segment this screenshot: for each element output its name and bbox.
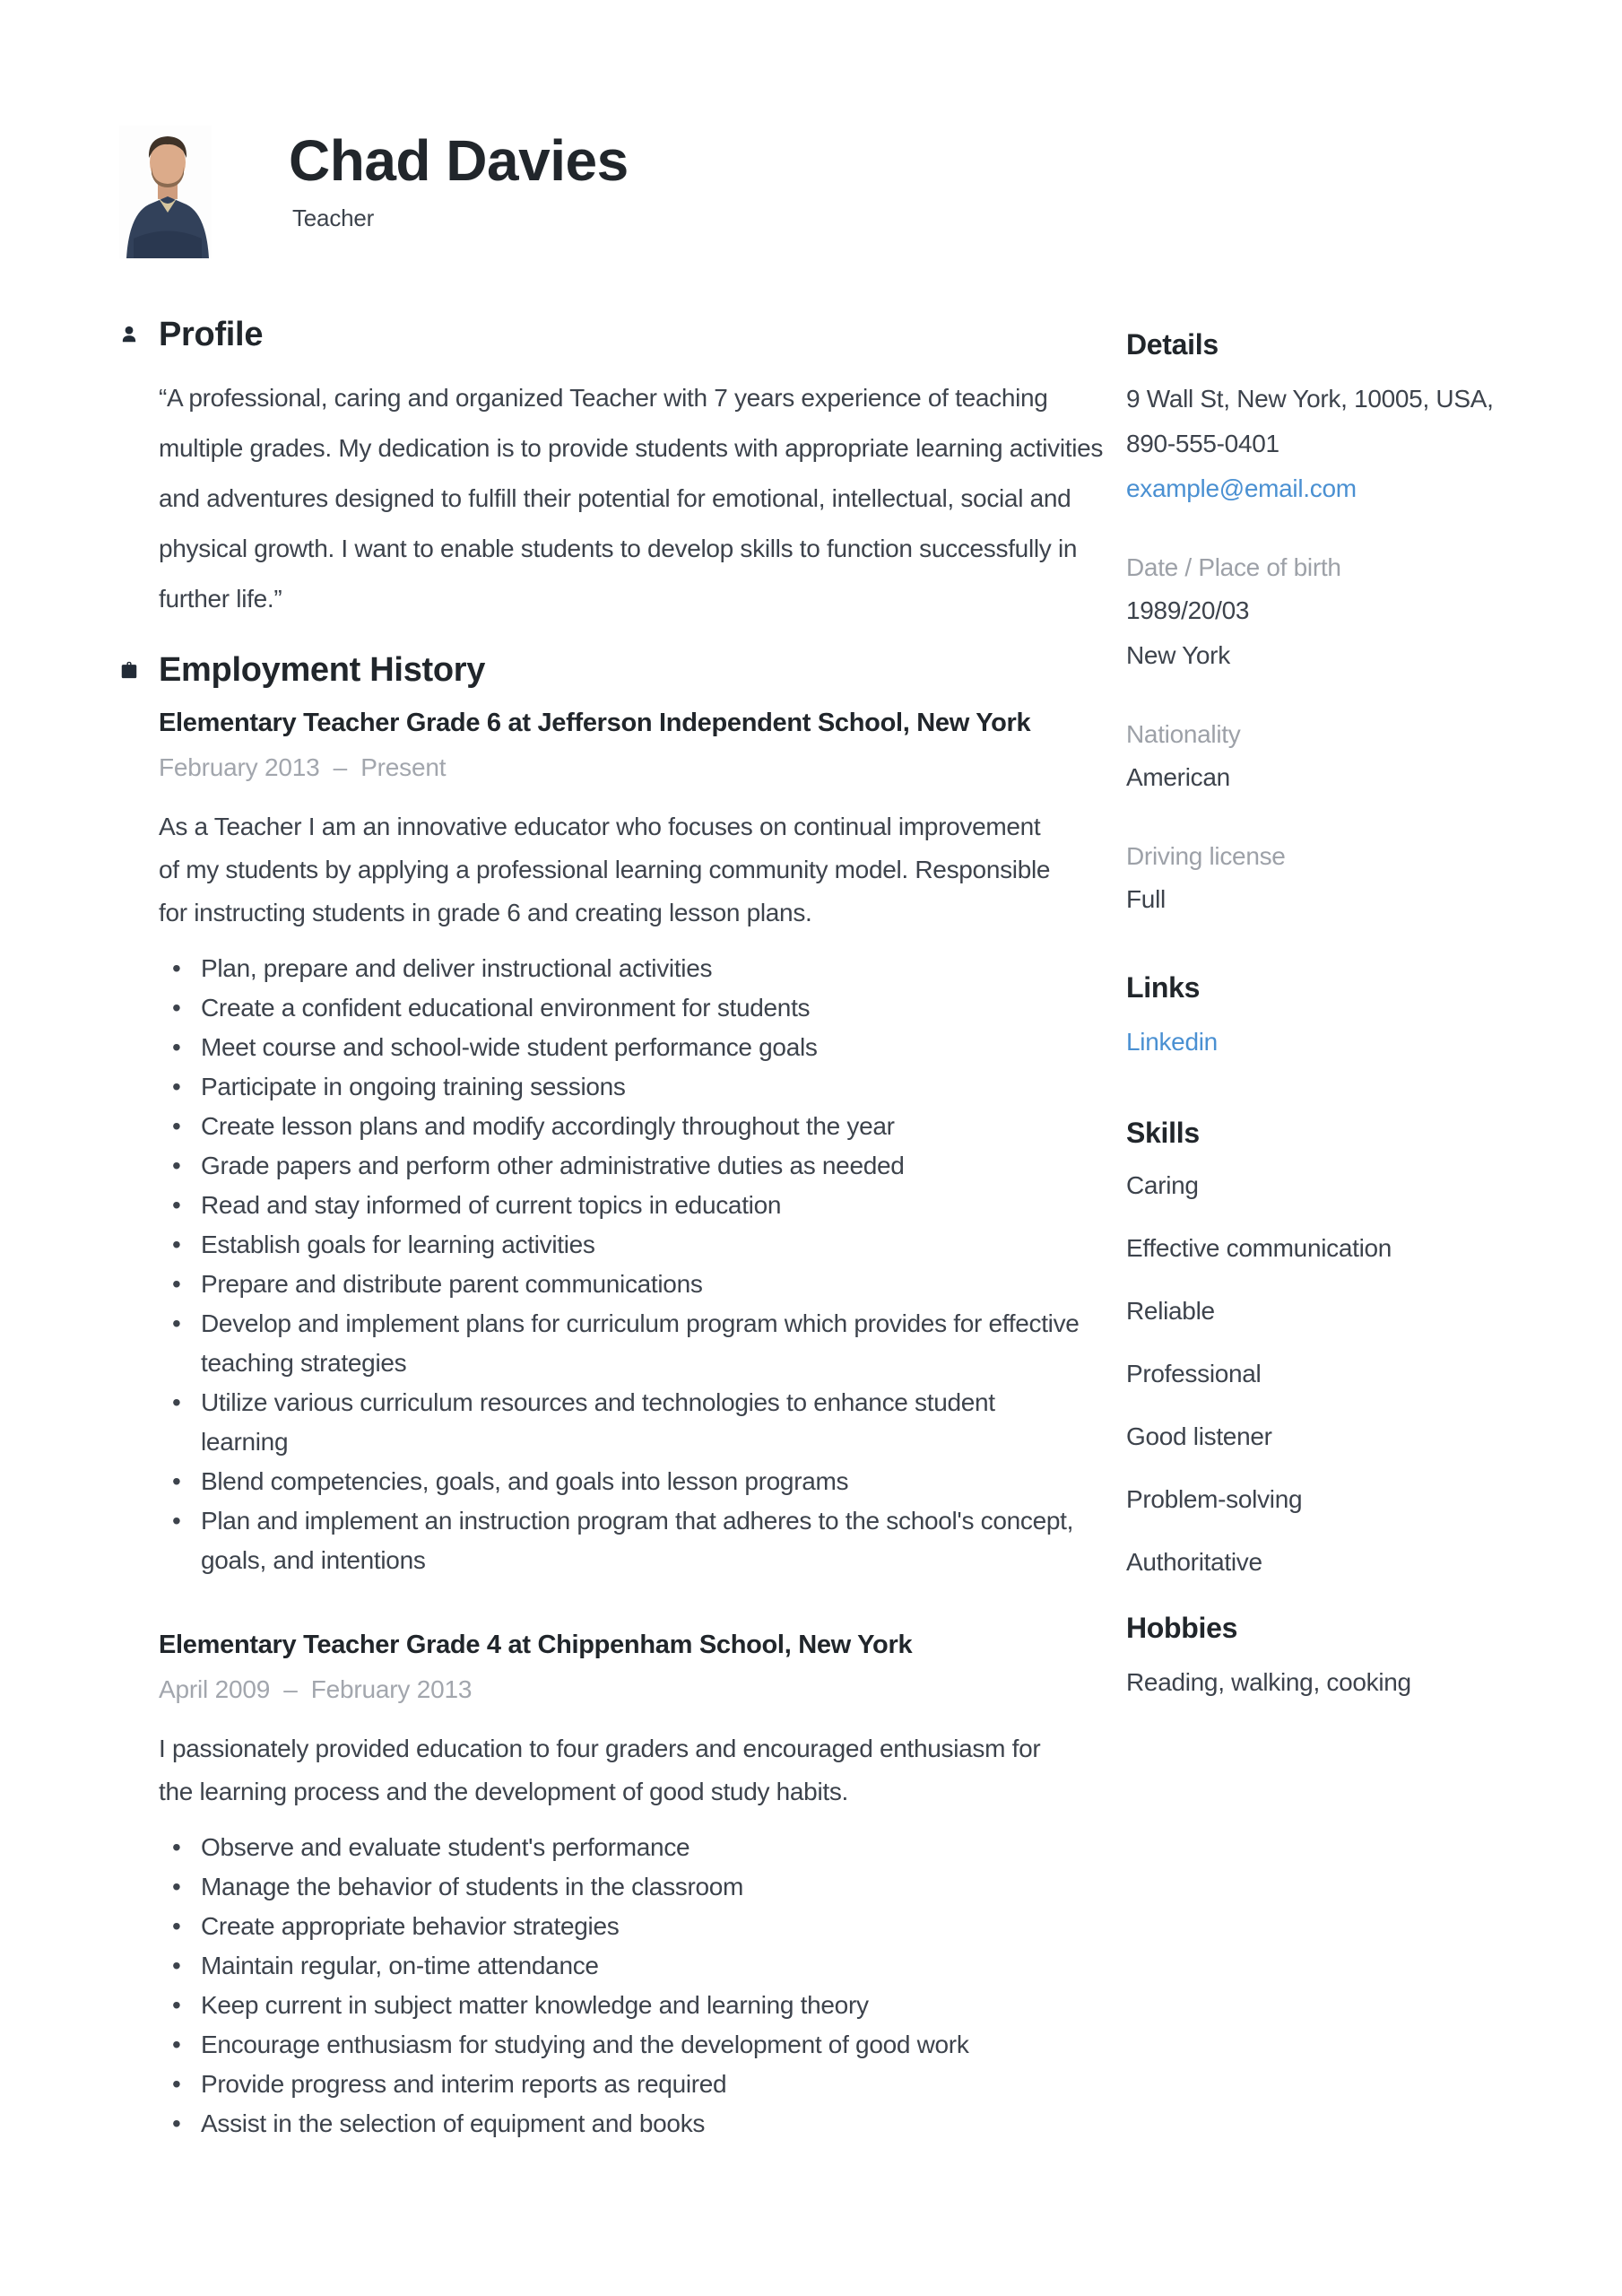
- employment-section: [119, 651, 1089, 2144]
- profile-text: “A professional, caring and organized Teacher with 7 years experience of teaching multiple grades. My dedication is to provide students with appropriate learning activities and adventures designed to fulfill their potential for emotional, intellectual, social and physical growth. I want to enable students to develop skills to function successfully in further life.”: [159, 384, 1104, 613]
- employment-heading: Employment History: [159, 651, 486, 689]
- duty-item: • Blend competencies, goals, and goals into lesson programs: [201, 1462, 1089, 1501]
- duty-item: • Assist in the selection of equipment and books: [201, 2104, 1089, 2144]
- skill-item: Reliable: [1126, 1297, 1215, 1325]
- candidate-job-title: Teacher: [292, 204, 375, 231]
- skill-item: Problem-solving: [1126, 1485, 1303, 1513]
- links-heading: Links: [1126, 971, 1201, 1004]
- job-duties-list: [159, 1828, 1089, 2144]
- hobbies-text: Reading, walking, cooking: [1126, 1668, 1411, 1696]
- briefcase-icon: [119, 660, 139, 680]
- duty-item: • Meet course and school-wide student performance goals: [201, 1028, 1089, 1067]
- profile-photo: [119, 126, 212, 258]
- skill-item: Authoritative: [1126, 1548, 1262, 1576]
- duty-item: • Manage the behavior of students in the classroom: [201, 1867, 1089, 1907]
- skills-list: [1126, 1172, 1539, 1576]
- linkedin-link[interactable]: Linkedin: [1126, 1028, 1218, 1056]
- skill-item: Caring: [1126, 1171, 1199, 1199]
- job-duties-list: [159, 949, 1089, 1580]
- driving-license-value: Full: [1126, 885, 1166, 913]
- job-summary: I passionately provided education to four graders and encouraged enthusiasm for the learning process and the development of good study habits.: [159, 1735, 1041, 1805]
- duty-item: • Provide progress and interim reports as required: [201, 2065, 1089, 2104]
- duty-item: • Read and stay informed of current topics in education: [201, 1186, 1089, 1225]
- profile-section-header: [119, 316, 1089, 353]
- skill-item: Good listener: [1126, 1422, 1272, 1450]
- employment-section-header: [119, 651, 1089, 689]
- birth-place: New York: [1126, 641, 1230, 669]
- skills-heading: Skills: [1126, 1117, 1200, 1149]
- content-columns: [119, 316, 1539, 2144]
- job-title: Elementary Teacher Grade 4 at Chippenham School, New York: [159, 1631, 913, 1659]
- duty-item: • Plan and implement an instruction program that adheres to the school's concept, goals, and intentions: [201, 1501, 1089, 1580]
- birth-label: Date / Place of birth: [1126, 553, 1341, 581]
- duty-item: • Create appropriate behavior strategies: [201, 1907, 1089, 1946]
- duty-item: • Maintain regular, on-time attendance: [201, 1946, 1089, 1986]
- candidate-name: Chad Davies: [289, 128, 629, 193]
- duty-item: • Plan, prepare and deliver instructional activities: [201, 949, 1089, 988]
- header: [119, 126, 629, 258]
- job-summary: As a Teacher I am an innovative educator who focuses on continual improvement of my students by applying a professional learning community model. Responsible for instructing students in grade 6 and creating lesson plans.: [159, 813, 1051, 926]
- email-link[interactable]: example@email.com: [1126, 474, 1357, 502]
- nationality-label: Nationality: [1126, 720, 1241, 748]
- details-heading: Details: [1126, 328, 1219, 361]
- skill-item: Professional: [1126, 1360, 1262, 1387]
- birth-date: 1989/20/03: [1126, 596, 1250, 624]
- address: 9 Wall St, New York, 10005, USA,: [1126, 385, 1494, 413]
- main-column: [119, 316, 1104, 2144]
- job-entry-2: [119, 1625, 1089, 2144]
- identity-block: [289, 126, 629, 232]
- duty-item: • Create lesson plans and modify accordingly throughout the year: [201, 1107, 1089, 1146]
- job-dates: February 2013 – Present: [159, 753, 447, 781]
- duty-item: • Observe and evaluate student's performance: [201, 1828, 1089, 1867]
- job-entry-1: [119, 703, 1089, 1580]
- duty-item: • Utilize various curriculum resources and technologies to enhance student learning: [201, 1383, 1089, 1462]
- duty-item: • Keep current in subject matter knowledge and learning theory: [201, 1986, 1089, 2025]
- duty-item: • Encourage enthusiasm for studying and the development of good work: [201, 2025, 1089, 2065]
- duty-item: • Prepare and distribute parent communications: [201, 1265, 1089, 1304]
- profile-photo-image: [119, 126, 212, 258]
- hobbies-heading: Hobbies: [1126, 1612, 1238, 1644]
- profile-heading: Profile: [159, 316, 264, 353]
- driving-license-label: Driving license: [1126, 842, 1286, 870]
- duty-item: • Develop and implement plans for curriculum program which provides for effective teaching strategies: [201, 1304, 1089, 1383]
- duty-item: • Participate in ongoing training sessions: [201, 1067, 1089, 1107]
- duty-item: • Create a confident educational environment for students: [201, 988, 1089, 1028]
- phone-number: 890-555-0401: [1126, 430, 1279, 457]
- profile-section: [119, 316, 1104, 624]
- skill-item: Effective communication: [1126, 1234, 1392, 1262]
- job-title: Elementary Teacher Grade 6 at Jefferson Independent School, New York: [159, 709, 1031, 737]
- nationality-value: American: [1126, 763, 1230, 791]
- sidebar: [1126, 316, 1539, 1705]
- person-icon: [119, 325, 139, 344]
- duty-item: • Establish goals for learning activities: [201, 1225, 1089, 1265]
- job-dates: April 2009 – February 2013: [159, 1675, 473, 1703]
- duty-item: • Grade papers and perform other administrative duties as needed: [201, 1146, 1089, 1186]
